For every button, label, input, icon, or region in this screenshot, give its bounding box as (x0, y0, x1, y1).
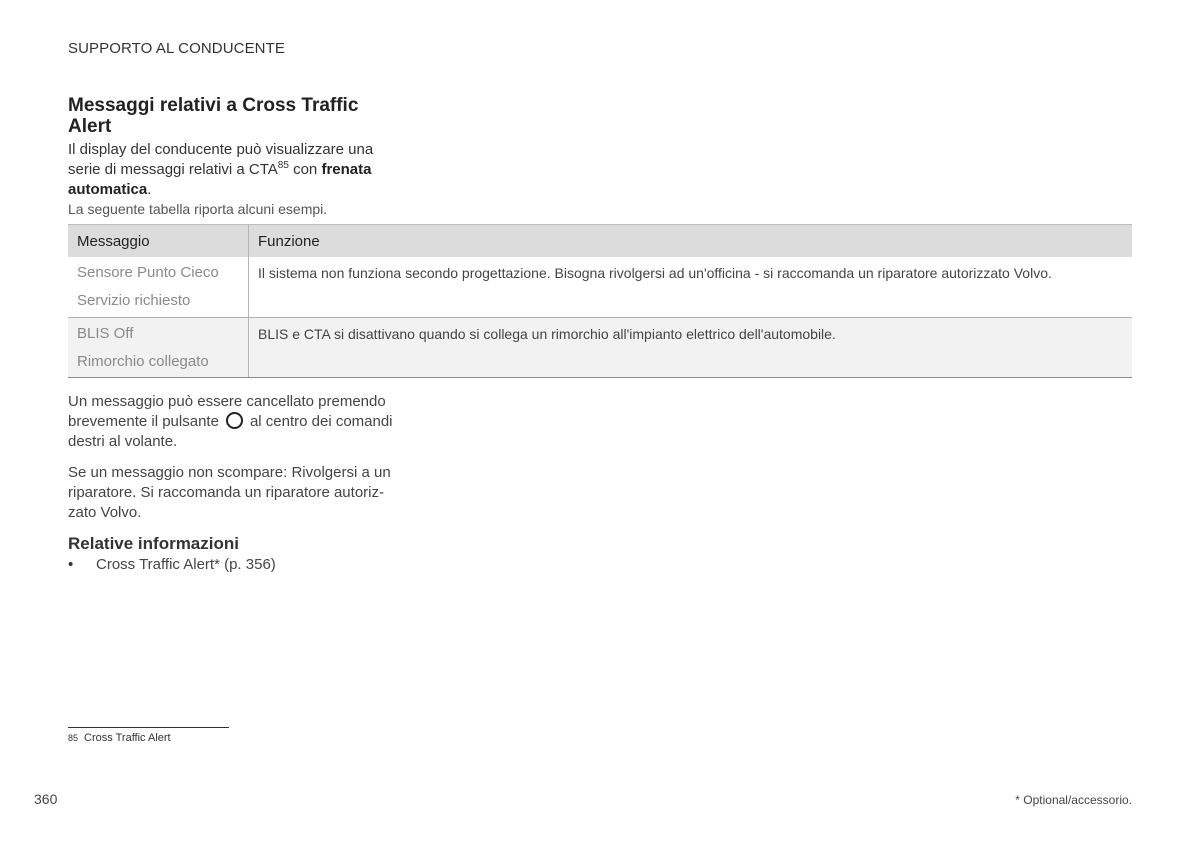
function-text: Il sistema non funziona secondo progettazione. Bisogna rivolgersi ad un'officina - si raccomanda un riparatore autorizzato Volvo. (258, 265, 1052, 281)
intro-bold-term: frenata automatica (68, 161, 372, 198)
circle-button-icon (226, 412, 243, 429)
optional-note: * Optional/accessorio. (1015, 793, 1132, 807)
related-link[interactable]: Cross Traffic Alert* (p. 356) (96, 556, 276, 573)
table-intro: La seguente tabella riporta alcuni esempi. (68, 201, 328, 217)
intro-text: Il display del conducente può visualizzare una serie di messaggi relativi a CTA (68, 141, 374, 178)
message-line: Sensore Punto Cieco (77, 264, 219, 281)
function-text: BLIS e CTA si disattivano quando si collega un rimorchio all'impianto elettrico dell'automobile. (258, 326, 836, 342)
messages-table (68, 224, 1132, 378)
table-row (68, 257, 1132, 318)
footnote (68, 732, 171, 744)
page-title: Messaggi relativi a Cross Traffic Alert (68, 95, 359, 137)
function-cell (249, 257, 1133, 318)
intro-paragraph (68, 140, 398, 200)
message-line: BLIS Off (77, 325, 134, 342)
bullet-icon: • (68, 556, 74, 573)
message-cell (68, 318, 249, 378)
para1-text: Un messaggio può essere cancellato premendo brevemente il pulsante (68, 393, 386, 430)
page-number: 360 (34, 791, 58, 807)
related-info-heading: Relative informazioni (68, 534, 239, 553)
table-header-row (68, 225, 1132, 258)
section-header: SUPPORTO AL CONDUCENTE (68, 40, 285, 57)
related-info-item (68, 556, 276, 573)
footnote-divider (68, 727, 229, 728)
footnote-text: Cross Traffic Alert (84, 732, 171, 744)
message-line: Servizio richiesto (77, 292, 191, 309)
footnote-reference[interactable]: 85 (277, 160, 289, 171)
column-header-messaggio: Messaggio (68, 225, 249, 258)
para1-text-2: al centro dei comandi destri al volante. (68, 413, 393, 450)
footnote-number: 85 (68, 733, 79, 743)
intro-text-3: . (147, 181, 152, 198)
cancel-message-paragraph (68, 392, 398, 452)
message-line: Rimorchio collegato (77, 353, 209, 370)
message-cell (68, 257, 249, 318)
intro-text-2: con (288, 161, 322, 178)
table-row (68, 318, 1132, 378)
persistent-message-paragraph: Se un messaggio non scompare: Rivolgersi a un riparatore. Si raccomanda un riparatore autoriz-zato Volvo. (68, 464, 391, 521)
column-header-funzione: Funzione (249, 225, 1133, 258)
function-cell (249, 318, 1133, 378)
